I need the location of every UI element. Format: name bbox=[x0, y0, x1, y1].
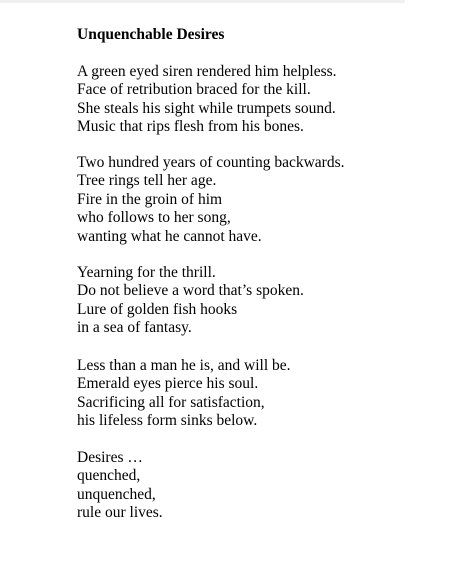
poem-title: Unquenchable Desires bbox=[77, 26, 225, 43]
stanza-2 bbox=[77, 154, 345, 246]
poem-line: Tree rings tell her age. bbox=[77, 172, 217, 190]
poem-line: Fire in the groin of him bbox=[77, 190, 223, 208]
poem-line: in a sea of fantasy. bbox=[77, 319, 192, 337]
stanza-3 bbox=[77, 264, 304, 338]
poem-line: A green eyed siren rendered him helpless. bbox=[77, 63, 337, 80]
poem-line: his lifeless form sinks below. bbox=[77, 412, 258, 430]
stanza-5 bbox=[77, 449, 163, 523]
stanza-1 bbox=[77, 63, 337, 137]
poem-line: quenched, bbox=[77, 467, 141, 485]
poem-line: wanting what he cannot have. bbox=[77, 227, 262, 245]
poem-line: Do not believe a word that’s spoken. bbox=[77, 282, 304, 300]
poem-line: Two hundred years of counting backwards. bbox=[77, 154, 345, 171]
poem-line: She steals his sight while trumpets sound. bbox=[77, 99, 336, 117]
poem-line: Face of retribution braced for the kill. bbox=[77, 81, 311, 99]
poem-line: rule our lives. bbox=[77, 504, 163, 522]
poem-line: Lure of golden fish hooks bbox=[77, 300, 238, 318]
poem-line: Music that rips flesh from his bones. bbox=[77, 118, 304, 136]
stanza-4 bbox=[77, 357, 291, 431]
poem-line: who follows to her song, bbox=[77, 209, 231, 227]
poem-line: Yearning for the thrill. bbox=[77, 264, 216, 281]
poem-line: Sacrificing all for satisfaction, bbox=[77, 393, 265, 411]
poem-line: Desires … bbox=[77, 449, 143, 466]
poem-line: Less than a man he is, and will be. bbox=[77, 357, 291, 374]
poem-line: Emerald eyes pierce his soul. bbox=[77, 375, 259, 393]
poem-line: unquenched, bbox=[77, 485, 156, 503]
